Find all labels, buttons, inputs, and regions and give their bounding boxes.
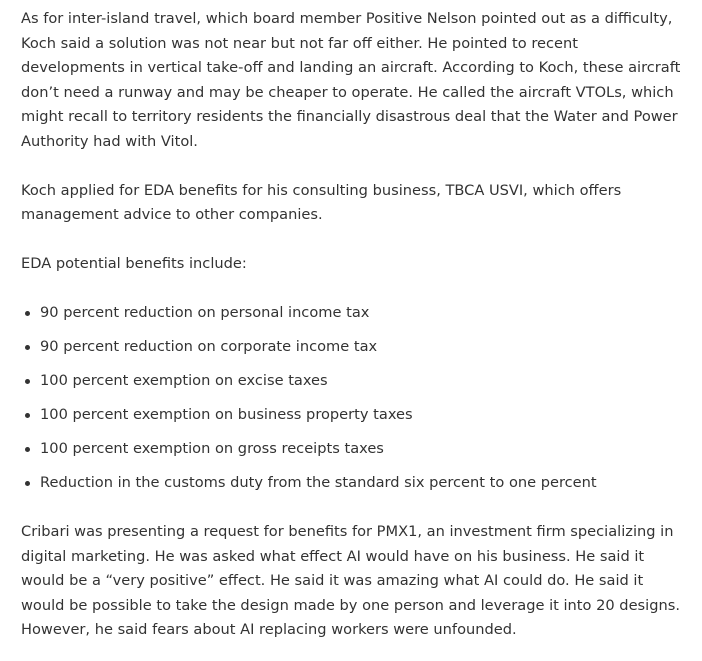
benefits-list <box>21 301 681 496</box>
paragraph-inter-island-travel: As for inter-island travel, which board member Positive Nelson pointed out as a difficulty, Koch said a solution was not near but not far off either. He pointed to recent developments in vertical take-off and landing an aircraft. According to Koch, these aircraft don’t need a runway and may be cheaper to operate. He called the aircraft VTOLs, which might recall to territory residents the financially disastrous deal that the Water and Power Authority had with Vitol. <box>21 10 681 150</box>
list-item <box>40 369 681 394</box>
list-item-text: 100 percent exemption on business property taxes <box>40 406 413 423</box>
bullet-icon <box>25 311 30 316</box>
bullet-icon <box>25 345 30 350</box>
paragraph-koch-application: Koch applied for EDA benefits for his consulting business, TBCA USVI, which offers management advice to other companies. <box>21 181 622 223</box>
list-item-text: 90 percent reduction on corporate income tax <box>40 338 378 355</box>
paragraph-cribari-request: Cribari was presenting a request for benefits for PMX1, an investment firm specializing in digital marketing. He was asked what effect AI would have on his business. He said it would be a “very positive” effect. He said it was amazing what AI could do. He said it would be possible to take the design made by one person and leverage it into 20 designs. However, he said fears about AI replacing workers were unfounded. <box>21 523 680 638</box>
list-item <box>40 471 681 496</box>
paragraph-benefits-intro: EDA potential benefits include: <box>21 255 247 272</box>
bullet-icon <box>25 481 30 486</box>
list-item-text: Reduction in the customs duty from the standard six percent to one percent <box>40 474 597 491</box>
list-item-text: 100 percent exemption on excise taxes <box>40 372 328 389</box>
bullet-icon <box>25 447 30 452</box>
list-item <box>40 403 681 428</box>
list-item <box>40 335 681 360</box>
list-item-text: 100 percent exemption on gross receipts taxes <box>40 440 384 457</box>
list-item <box>40 301 681 326</box>
bullet-icon <box>25 379 30 384</box>
list-item-text: 90 percent reduction on personal income tax <box>40 304 370 321</box>
bullet-icon <box>25 413 30 418</box>
list-item <box>40 437 681 462</box>
